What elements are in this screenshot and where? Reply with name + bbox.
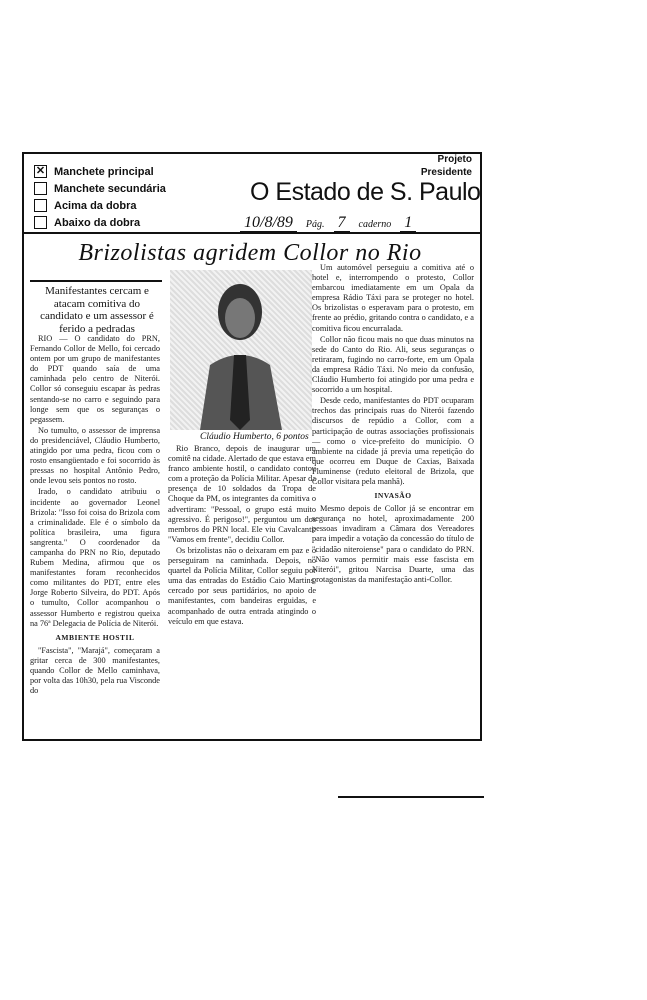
paragraph: No tumulto, o assessor de imprensa do presidenciável, Cláudio Humberto, atingido por uma pedra, ficou com o rosto ensangüentado e foi socorrido às pressas no hospital Antônio Pedro, onde levou seis pontos no rosto. [30, 425, 160, 486]
paragraph: Um automóvel perseguiu a comitiva até o hotel e, interrompendo o protesto, Collor embarcou imediatamente em um Opala da empresa Rádio Táxi para se proteger no hotel. Os brizolistas o esperavam para o protesto, em frente ao prédio, gritando contra o candidato, e a comitiva ficou encurralada. [312, 263, 474, 333]
paragraph: Os brizolistas não o deixaram em paz e o perseguiram na caminhada. Depois, no quartel da Polícia Militar, Collor seguiu por uma das entradas do Estádio Caio Martins, cercado por seus partidários, no apoio de manifestantes, com bandeiras erguidas, e acompanhado de outra entrada atingindo o veículo em que estava. [168, 545, 316, 626]
column-subhead: AMBIENTE HOSTIL [55, 632, 135, 642]
page-value: 7 [334, 214, 350, 232]
check-label: Manchete principal [54, 165, 154, 178]
checkbox-icon[interactable] [34, 199, 47, 212]
project-label [421, 153, 472, 179]
article-column-1 [30, 334, 160, 730]
check-label: Abaixo da dobra [54, 216, 141, 229]
portrait-image [170, 270, 312, 430]
paragraph: Rio Branco, depois de inaugurar um comitê na cidade. Alertado de que estava em franco ambiente hostil, o candidato contou com a proteção da Polícia Militar. Apesar da presença de 10 soldados da Tropa de Choque da PM, os integrantes da comitiva o advertiram: "Pessoal, o grupo está muito agressivo. É perigoso!", perguntou um dos membros do PRN local. Ele viu Cavalcanti: "Vamos em frente", decidiu Collor. [168, 444, 316, 544]
column-subhead: INVASÃO [374, 491, 412, 501]
paragraph: Irado, o candidato atribuiu o incidente ao governador Leonel Brizola: "Isso foi coisa do Brizola com a criminalidade. Ele é o símbolo da política brasileira, uma figura sangrenta." O coordenador da campanha do PRN no Rio, deputado Rubem Medina, afirmou que os manifestantes foram reconhecidos como militantes do PDT, entre eles Jorge Roberto Silveira, do PDT. Após o tumulto, Collor acompanhou o assessor Humberto e registrou queixa na 76ª Delegacia de Polícia de Niterói. [30, 487, 160, 628]
article-column-2 [168, 444, 316, 632]
check-label: Manchete secundária [54, 182, 166, 195]
checked-box-icon[interactable]: ✕ [35, 165, 46, 177]
article-kicker: Manifestantes cercam e atacam comitiva do candidato e um assessor é ferido a pedradas [40, 285, 154, 335]
paragraph: "Fascista", "Marajá", começaram a gritar cerca de 300 manifestantes, quando Collor de Mello caminhava, por volta das 10h30, pela rua Visconde do [30, 645, 160, 696]
paragraph: Collor não ficou mais no que duas minutos na sede do Canto do Rio. Ali, seus seguranças o retiraram, fugindo no carro-forte, em um Opala da empresa Rádio Táxi. No meio da confusão, Cláudio Humberto foi atingido por uma pedra e socorrido a um hospital. [312, 334, 474, 395]
bottom-rule [338, 796, 484, 798]
paragraph: RIO — O candidato do PRN, Fernando Collor de Mello, foi cercado ontem por um grupo de manifestantes do PDT quando saía de uma caminhada pelo centro de Niterói. Collor só conseguiu escapar às pedras sentando-se no carro e seguindo para longe sem que os seguranças o pegassem. [30, 334, 160, 424]
project-line: Presidente [420, 167, 472, 178]
check-label: Acima da dobra [54, 199, 137, 212]
article-photo [170, 270, 312, 430]
photo-caption: Cláudio Humberto, 6 pontos [200, 432, 309, 442]
article-headline: Brizolistas agridem Collor no Rio [78, 240, 422, 266]
date-value: 10/8/89 [240, 214, 297, 232]
check-row-2[interactable] [34, 197, 166, 214]
newspaper-masthead: O Estado de S. Paulo [250, 178, 481, 206]
project-line: Projeto [437, 154, 472, 165]
paragraph: Mesmo depois de Collor já se encontrar em segurança no hotel, aproximadamente 200 pessoas invadiram a Câmara dos Vereadores para impedir a votação da concessão do título de "cidadão niteroiense" para o candidato do PRN. "Não vamos permitir mais esse fascista em Niterói", gritou Narcisa Duarte, uma das protagonistas da manifestação anti-Collor. [312, 504, 474, 584]
article-column-3 [312, 263, 474, 723]
page-label: Pág. [305, 219, 325, 230]
kicker-rule [30, 280, 162, 282]
paragraph: Desde cedo, manifestantes do PDT ocuparam trechos das principais ruas do Niterói fazendo discursos de repúdio a Collor, com a participação de outras associações profissionais — como o vice-prefeito do município. O ambiente na cidade já previa uma repetição do que ocorreu em Duque de Caxias, Baixada Fluminense (reduto eleitoral de Brizola, que Collor visitara pela manhã). [312, 396, 474, 486]
placement-checklist [34, 163, 166, 231]
dateline [240, 214, 416, 232]
checkbox-icon[interactable] [34, 216, 47, 229]
check-row-3[interactable] [34, 214, 166, 231]
checkbox-icon[interactable] [34, 182, 47, 195]
check-row-1[interactable] [34, 180, 166, 197]
check-row-0[interactable] [34, 163, 166, 180]
section-value: 1 [400, 214, 416, 232]
section-label: caderno [358, 219, 392, 230]
